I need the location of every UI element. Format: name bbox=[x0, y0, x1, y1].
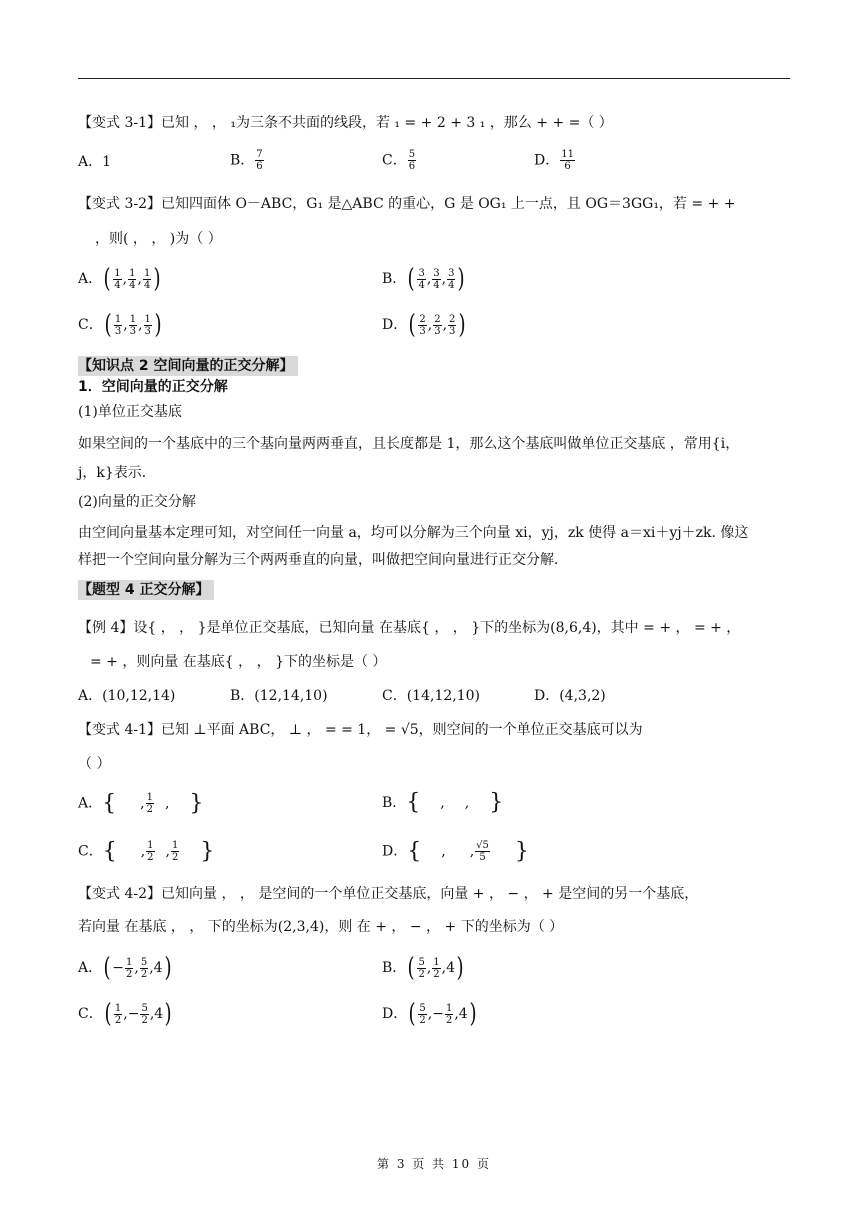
q31-option-b-label: B． bbox=[230, 152, 255, 169]
q42-stem-line1: 【变式 4-2】已知向量 ， ， 是空间的一个单位正交基底，向量 + ， − ， + 是空间的另一个基底， bbox=[78, 886, 699, 902]
q31-option-d-label: D． bbox=[534, 152, 560, 169]
ex4-option-b: B．(12,14,10) bbox=[230, 688, 328, 704]
q32-option-d: D．( $\frac{2}{3}$ , $\frac{2}{3}$ , $\frac{2}{3}$ ) bbox=[382, 310, 467, 340]
q41-stem-line2: （ ） bbox=[78, 756, 111, 772]
q31-option-b-fraction: $\frac{7}{6}$ bbox=[256, 149, 263, 172]
q42-option-d: D．( $\frac{5}{2}$ ,− $\frac{1}{2}$ ,4) bbox=[382, 999, 477, 1029]
q42-option-c: C．( $\frac{1}{2}$ ,− $\frac{5}{2}$ ,4) bbox=[78, 999, 172, 1029]
q32-stem-line1: 【变式 3-2】已知四面体 O－ABC，G₁ 是△ABC 的重心，G 是 OG₁ 上一点，且 OG＝3GG₁，若 = + + bbox=[78, 196, 736, 212]
q31-option-c-fraction: $\frac{5}{6}$ bbox=[408, 149, 416, 172]
ex4-option-d: D．(4,3,2) bbox=[534, 688, 606, 704]
q41-option-d: D．{ , , $\frac{√5}{5}$ } bbox=[382, 838, 529, 864]
q31-stem: 【变式 3-1】已知 ， ， ₁为三条不共面的线段，若 ₁ = + 2 + 3 ₁ ，那么 + + =（ ） bbox=[78, 115, 613, 131]
q31-option-d bbox=[534, 149, 576, 172]
ex4-stem-line2: = + ，则向量 在基底{ ， ， }下的坐标是（ ） bbox=[90, 654, 387, 670]
q31-option-b bbox=[230, 149, 265, 172]
q41-option-a: A．{ , $\frac{1}{2}$ , } bbox=[78, 790, 204, 816]
question-type-header: 【题型 4 正交分解】 bbox=[78, 580, 214, 600]
paragraph-unit-basis-line1: 如果空间的一个基底中的三个基向量两两垂直，且长度都是 1，那么这个基底叫做单位正交基底 ，常用{i， bbox=[78, 436, 740, 452]
header-rule bbox=[78, 78, 790, 79]
q41-option-c: C．{ , $\frac{1}{2}$ , $\frac{1}{2}$ } bbox=[78, 838, 215, 864]
section-heading: 1．空间向量的正交分解 bbox=[78, 379, 228, 395]
q42-stem-line2: 若向量 在基底 ， ， 下的坐标为(2,3,4)，则 在 + ， − ， + 下的坐标为（ ） bbox=[78, 919, 564, 935]
ex4-option-a: A．(10,12,14) bbox=[78, 688, 176, 704]
q31-option-d-fraction: $\frac{11}{6}$ bbox=[561, 149, 574, 172]
q42-option-b: B．( $\frac{5}{2}$ , $\frac{1}{2}$ ,4) bbox=[382, 953, 464, 983]
q32-option-c: C．( $\frac{1}{3}$ , $\frac{1}{3}$ , $\frac{1}{3}$ ) bbox=[78, 310, 162, 340]
ex4-stem-line1: 【例 4】设{ ， ， }是单位正交基底，已知向量 在基底{ ， ， }下的坐标为(8,6,4)，其中 = + ， = + ， bbox=[78, 620, 741, 636]
q32-stem-line2: ，则( ， ， )为（ ） bbox=[95, 231, 222, 247]
subheading-orthogonal-decomposition: (2)向量的正交分解 bbox=[78, 494, 196, 510]
q41-stem-line1: 【变式 4-1】已知 ⊥平面 ABC， ⊥ ， = = 1， = √5，则空间的一个单位正交基底可以为 bbox=[78, 722, 643, 738]
q31-option-a: A．1 bbox=[78, 154, 112, 170]
subheading-unit-basis: (1)单位正交基底 bbox=[78, 404, 182, 420]
knowledge-point-header: 【知识点 2 空间向量的正交分解】 bbox=[78, 356, 298, 376]
paragraph-decomposition-line1: 由空间向量基本定理可知，对空间任一向量 a，均可以分解为三个向量 xi，yj，zk 使得 a＝xi＋yj＋zk. 像这 bbox=[78, 525, 749, 541]
paragraph-unit-basis-line2: j，k}表示． bbox=[78, 465, 156, 481]
paragraph-decomposition-line2: 样把一个空间向量分解为三个两两垂直的向量，叫做把空间向量进行正交分解． bbox=[78, 552, 568, 568]
q32-option-b: B．( $\frac{3}{4}$ , $\frac{3}{4}$ , $\frac{3}{4}$ ) bbox=[382, 264, 466, 294]
q41-option-b: B．{ , , } bbox=[382, 790, 504, 815]
ex4-option-c: C．(14,12,10) bbox=[382, 688, 480, 704]
q42-option-a: A．( − $\frac{1}{2}$ , $\frac{5}{2}$ ,4) bbox=[78, 953, 172, 983]
q31-option-c-label: C． bbox=[382, 152, 407, 169]
page-footer: 第 3 页 共 10 页 bbox=[377, 1157, 491, 1171]
q31-option-c bbox=[382, 149, 417, 172]
q32-option-a: A．( $\frac{1}{4}$ , $\frac{1}{4}$ , $\frac{1}{4}$ ) bbox=[78, 264, 161, 294]
